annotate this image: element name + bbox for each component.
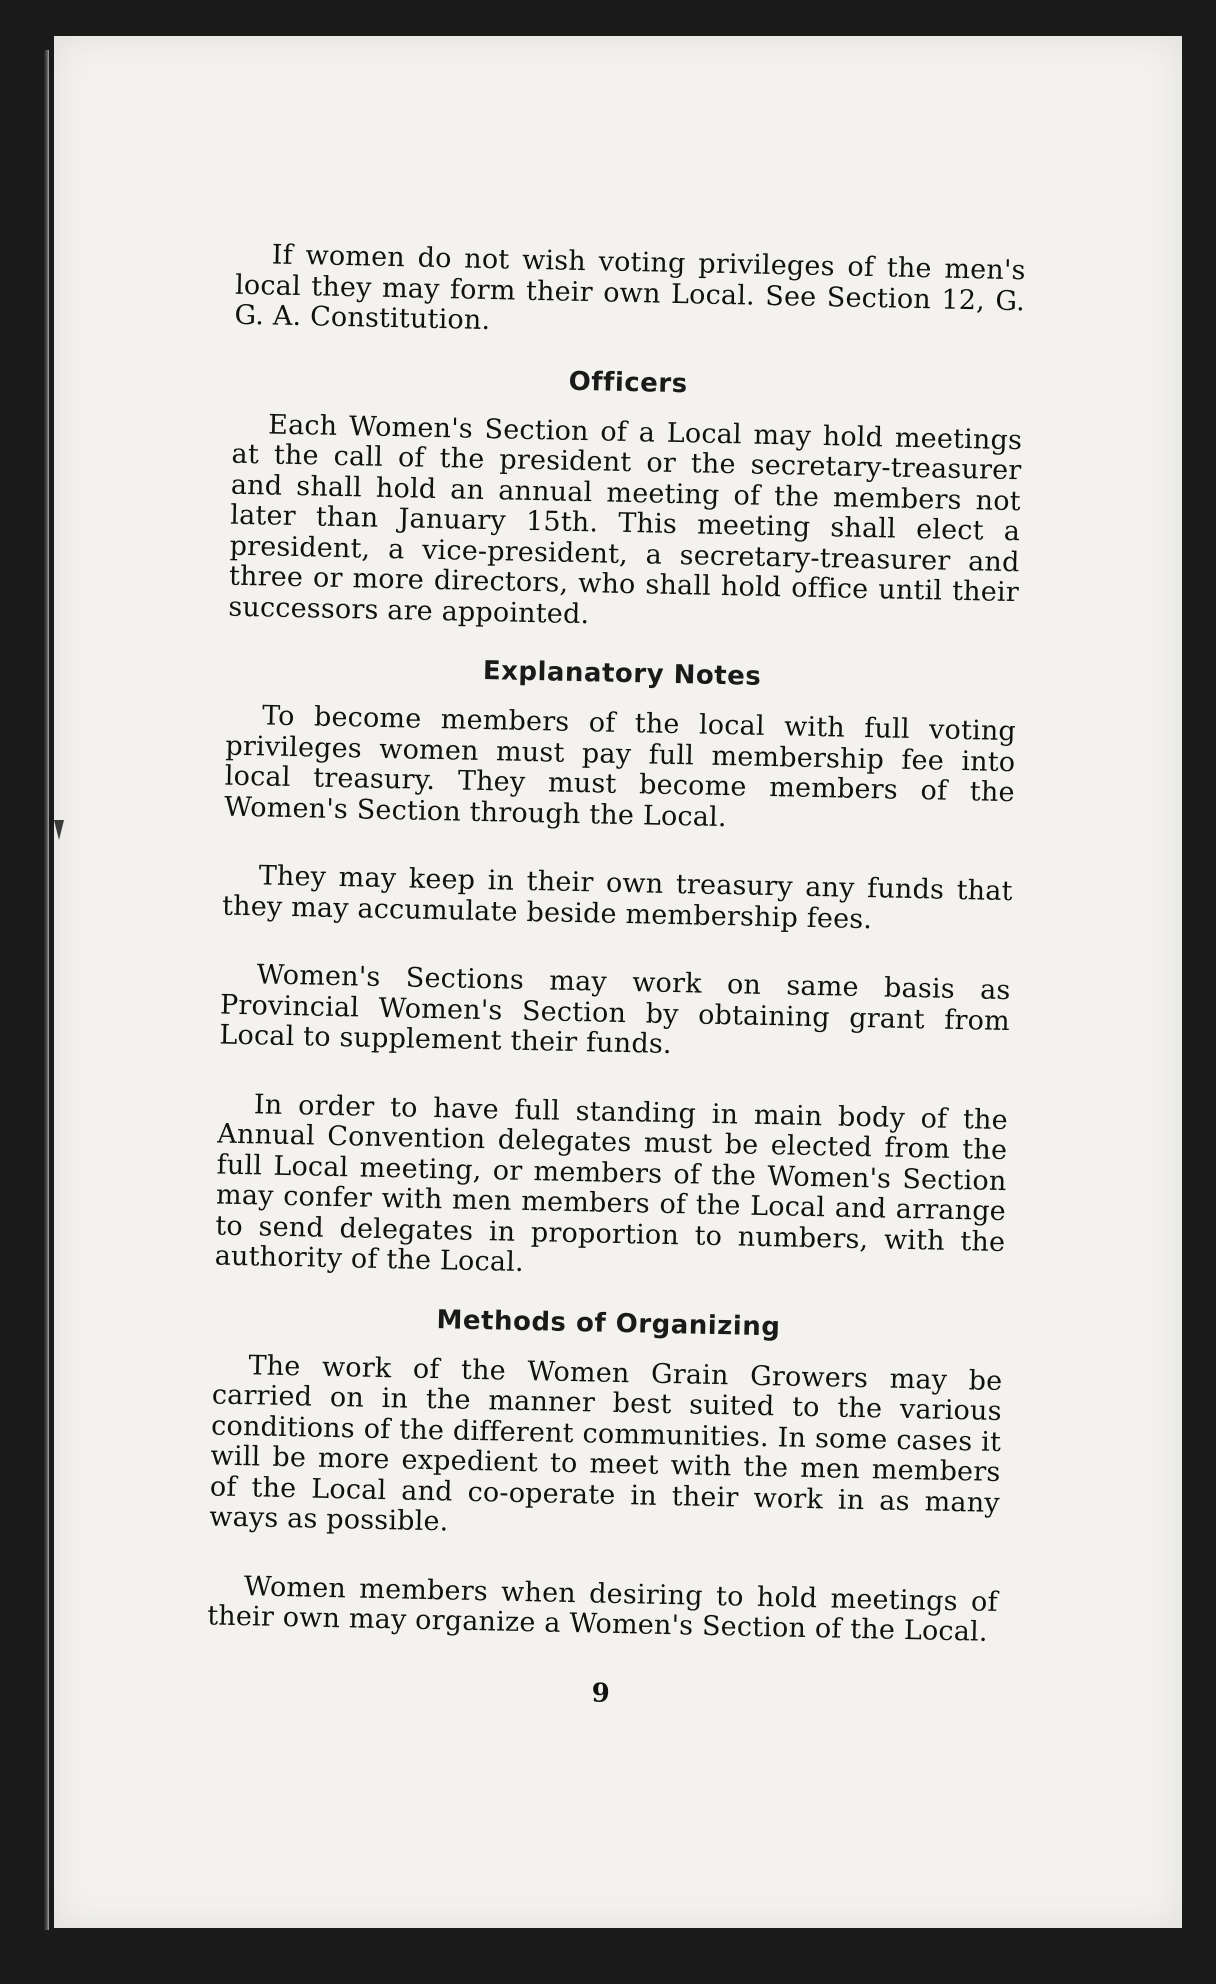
heading-explanatory-notes: Explanatory Notes [482,655,762,692]
binding-spine [44,50,49,1930]
heading-officers: Officers [568,366,688,399]
notes-paragraph-2: They may keep in their own treasury any funds that they may accumulate beside membership fees. [221,860,1013,935]
methods-paragraph-1: The work of the Women Grain Growers may be carried on in the manner best suited to the various conditions of the different communities. In some cases it will be more expedient to meet with the men members of the Local and co-operate in their work in as many ways as possible. [209,1349,1003,1538]
page-number: 9 [591,1677,611,1709]
notes-paragraph-4: In order to have full standing in main body of the Annual Convention delegates must be elected from the full Local meeting, or members of the Women's Section may confer with men members of the Local and arrange to send delegates in proportion to numbers, with the authority of the Local. [214,1088,1009,1278]
notes-paragraph-3: Women's Sections may work on same basis as Provincial Women's Section by obtaining grant from Local to supplement their funds. [219,959,1011,1061]
officers-paragraph: Each Women's Section of a Local may hold meetings at the call of the president or the secretary-treasurer and shall hold an annual meeting of the members not later than January 15th. This meeting shall elect a president, a vice-president, a secretary-treasurer and three or more directors, who shall hold office until their successors are appointed. [228,408,1023,630]
heading-methods-of-organizing: Methods of Organizing [436,1304,781,1342]
text-column [206,240,1026,1717]
methods-paragraph-2: Women members when desiring to hold meetings of their own may organize a Women's Section of the Local. [206,1570,999,1648]
spine-mark [54,820,64,840]
notes-paragraph-1: To become members of the local with full voting privileges women must pay full membership fee into local treasury. They must become members of the Women's Section through the Local. [223,700,1017,833]
intro-paragraph: If women do not wish voting privileges of the men's local they may form their own Local. See Section 12, G. G. A. Constitution. [234,239,1026,337]
